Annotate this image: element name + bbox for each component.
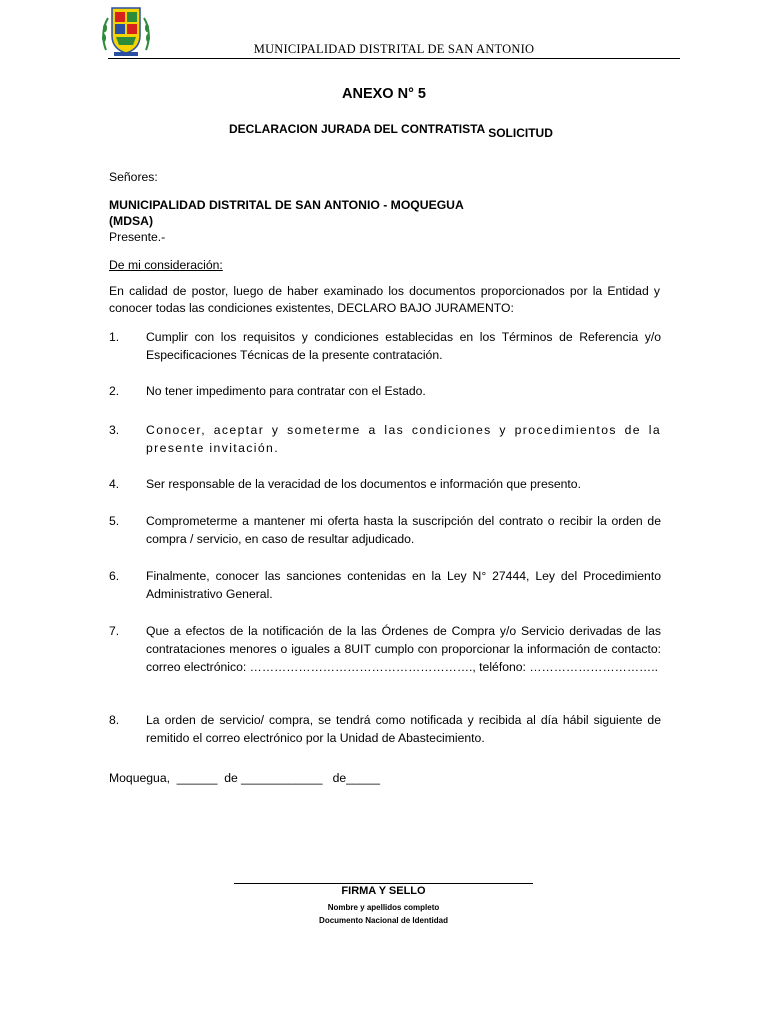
item-number: 5. [109, 514, 120, 528]
recipient-line-2: (MDSA) [109, 214, 154, 228]
item-number: 2. [109, 384, 120, 398]
item-number: 6. [109, 569, 120, 583]
item-text: No tener impedimento para contratar con el Estado. [146, 384, 426, 398]
item-number: 8. [109, 713, 120, 727]
item-number: 3. [109, 423, 120, 437]
signature-line [234, 883, 533, 884]
declaration-item [109, 421, 661, 457]
declaration-item [109, 475, 661, 493]
institution-header: MUNICIPALIDAD DISTRITAL DE SAN ANTONIO [253, 42, 535, 56]
item-number: 4. [109, 477, 120, 491]
item-text: Ser responsable de la veracidad de los documentos e información que presento. [146, 477, 581, 491]
item-text: Comprometerme a mantener mi oferta hasta la suscripción del contrato o recibir la orden de compra / servicio, en caso de resultar adjudicado. [146, 514, 661, 546]
declaration-text: DECLARACION JURADA DEL CONTRATISTA [229, 122, 486, 136]
signature-title: FIRMA Y SELLO [341, 885, 426, 897]
solicitud-text: SOLICITUD [488, 126, 553, 140]
item-text: Conocer, aceptar y someterme a las condiciones y procedimientos de la presente invitación. [146, 423, 661, 455]
salutation: Señores: [109, 170, 158, 184]
item-text: Que a efectos de la notificación de la las Órdenes de Compra y/o Servicio derivadas de las contrataciones menores o iguales a 8UIT cumplo con proporcionar la información de contacto: correo electrónico: ………………………………………………., teléfono: ………………………….. [146, 624, 661, 674]
declaration-item [109, 382, 661, 400]
header-divider [108, 58, 680, 59]
declaration-item [109, 328, 661, 364]
date-line: Moquegua, ______ de ____________ de_____ [109, 771, 381, 785]
signature-id-label: Documento Nacional de Identidad [319, 916, 448, 925]
item-number: 7. [109, 624, 120, 638]
declaration-item [109, 567, 661, 603]
signature-name-label: Nombre y apellidos completo [327, 903, 440, 912]
annex-title: ANEXO N° 5 [342, 86, 426, 102]
declaration-title [229, 122, 553, 140]
item-text: Finalmente, conocer las sanciones contenidas en la Ley N° 27444, Ley del Procedimiento Administrativo General. [146, 569, 661, 601]
declaration-item [109, 512, 661, 548]
recipient-line-1: MUNICIPALIDAD DISTRITAL DE SAN ANTONIO - MOQUEGUA [109, 198, 464, 212]
declaration-item [109, 711, 661, 747]
recipient-line-3: Presente.- [109, 230, 166, 244]
intro-paragraph: En calidad de postor, luego de haber examinado los documentos proporcionados por la Entidad y conocer todas las condiciones existentes, DECLARO BAJO JURAMENTO: [109, 284, 660, 315]
declaration-item [109, 622, 661, 676]
item-text: Cumplir con los requisitos y condiciones establecidas en los Términos de Referencia y/o Especificaciones Técnicas de la presente contratación. [146, 330, 661, 362]
item-text: La orden de servicio/ compra, se tendrá como notificada y recibida al día hábil siguiente de remitido el correo electrónico por la Unidad de Abastecimiento. [146, 713, 661, 745]
consideration-heading: De mi consideración: [109, 258, 223, 272]
item-number: 1. [109, 330, 120, 344]
